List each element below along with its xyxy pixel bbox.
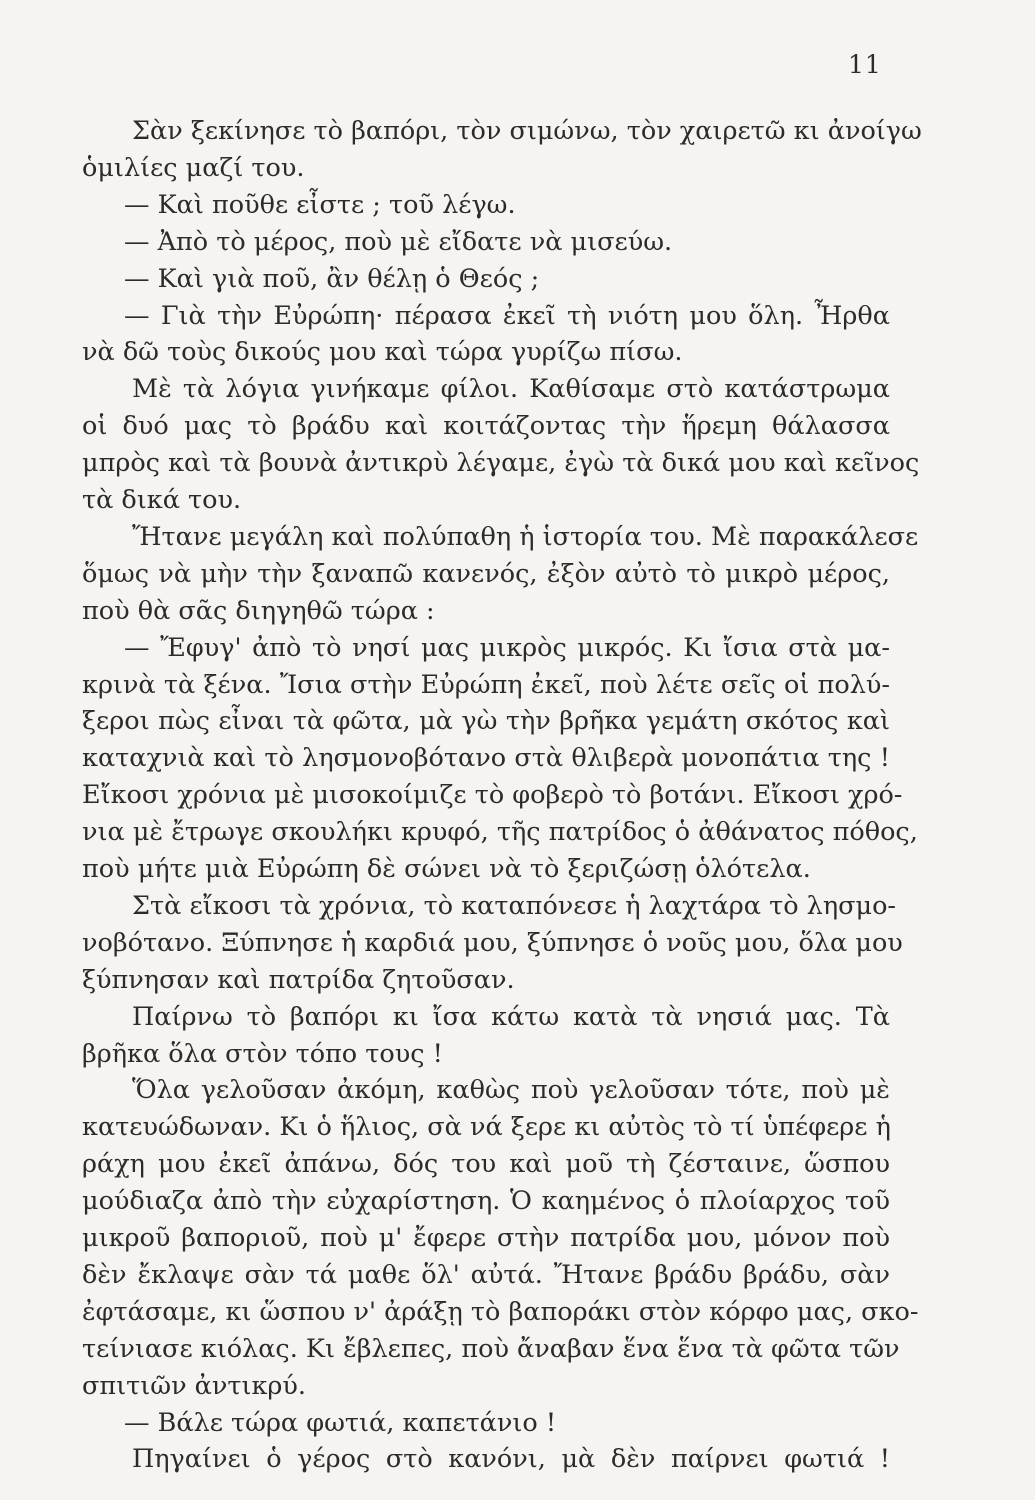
text-line: Στὰ εἴκοσι τὰ χρόνια, τὸ καταπόνεσε ἡ λαχτάρα τὸ λησμο- (132, 890, 897, 921)
text-line: σπιτιῶν ἀντικρύ. (82, 1370, 307, 1401)
text-line: ὁμιλίες μαζί του. (82, 152, 305, 183)
text-line: — Ἀπὸ τὸ μέρος, ποὺ μὲ εἴδατε νὰ μισεύω. (124, 226, 673, 257)
text-line: Σὰν ξεκίνησε τὸ βαπόρι, τὸν σιμώνω, τὸν χαιρετῶ κι ἀνοίγω (132, 116, 922, 146)
text-line: — Βάλε τώρα φωτιά, καπετάνιο ! (124, 1407, 557, 1438)
text-line: κατευώδωναν. Κι ὁ ἥλιος, σὰ νά ξερε κι αὐτὸς τὸ τί ὑπέφερε ἡ (82, 1112, 891, 1143)
text-line: Εἴκοσι χρόνια μὲ μισοκοίμιζε τὸ φοβερὸ τὸ βοτάνι. Εἴκοσι χρό- (82, 780, 903, 811)
text-line: ράχη μου ἐκεῖ ἀπάνω, δός του καὶ μοῦ τὴ ζέσταινε, ὥσπου (82, 1149, 890, 1180)
text-line: νοβότανο. Ξύπνησε ἡ καρδιά μου, ξύπνησε ὁ νοῦς μου, ὅλα μου (82, 927, 903, 958)
text-line: τείνιασε κιόλας. Κι ἔβλεπες, ποὺ ἄναβαν ἕνα ἕνα τὰ φῶτα τῶν (82, 1333, 900, 1364)
text-line: Ὅλα γελοῦσαν ἀκόμη, καθὼς ποὺ γελοῦσαν τότε, ποὺ μὲ (132, 1075, 890, 1106)
text-line: μπρὸς καὶ τὰ βουνὰ ἀντικρὺ λέγαμε, ἐγὼ τὰ δικά μου καὶ κεῖνος (82, 448, 920, 479)
text-line: — Γιὰ τὴν Εὐρώπη· πέρασα ἐκεῖ τὴ νιότη μου ὅλη. Ἦρθα (124, 300, 890, 331)
text-line: μικροῦ βαποριοῦ, ποὺ μ' ἔφερε στὴν πατρίδα μου, μόνον ποὺ (82, 1223, 890, 1253)
text-line: βρῆκα ὅλα στὸν τόπο τους ! (82, 1038, 443, 1069)
text-line: οἱ δυό μας τὸ βράδυ καὶ κοιτάζοντας τὴν ἥρεμη θάλασσα (82, 411, 890, 442)
text-line: δὲν ἔκλαψε σὰν τά μαθε ὅλ' αὐτά. Ἤτανε βράδυ βράδυ, σὰν (82, 1259, 890, 1290)
text-line: ὅμως νὰ μὴν τὴν ξαναπῶ κανενός, ἐξὸν αὐτὸ τὸ μικρὸ μέρος, (82, 558, 890, 589)
text-line: — Καὶ ποῦθε εἶστε ; τοῦ λέγω. (124, 189, 516, 220)
text-line: ἐφτάσαμε, κι ὥσπου ν' ἀράξῃ τὸ βαποράκι στὸν κόρφο μας, σκο- (82, 1296, 919, 1327)
page-number: 11 (848, 50, 882, 79)
text-line: τὰ δικά του. (82, 485, 242, 515)
text-line: Μὲ τὰ λόγια γινήκαμε φίλοι. Καθίσαμε στὸ κατάστρωμα (132, 374, 890, 405)
text-line: μούδιαζα ἀπὸ τὴν εὐχαρίστηση. Ὁ καημένος ὁ πλοίαρχος τοῦ (82, 1186, 890, 1217)
text-line: — Καὶ γιὰ ποῦ, ἂν θέλῃ ὁ Θεός ; (124, 263, 540, 294)
text-line: ξεροι πὼς εἶναι τὰ φῶτα, μὰ γὼ τὴν βρῆκα γεμάτη σκότος καὶ (82, 706, 890, 737)
text-line: κρινὰ τὰ ξένα. Ἴσια στὴν Εὐρώπη ἐκεῖ, ποὺ λέτε σεῖς οἱ πολύ- (82, 669, 890, 700)
text-line: — Ἔφυγ' ἀπὸ τὸ νησί μας μικρὸς μικρός. Κι ἴσια στὰ μα- (124, 632, 890, 663)
text-line: νια μὲ ἔτρωγε σκουλήκι κρυφό, τῆς πατρίδος ὁ ἀθάνατος πόθος, (82, 817, 918, 848)
text-line: νὰ δῶ τοὺς δικούς μου καὶ τώρα γυρίζω πίσω. (82, 337, 683, 368)
text-line: Παίρνω τὸ βαπόρι κι ἴσα κάτω κατὰ τὰ νησιά μας. Τὰ (132, 1001, 890, 1032)
text-line: Ἤτανε μεγάλη καὶ πολύπαθη ἡ ἱστορία του. Μὲ παρακάλεσε (132, 521, 919, 552)
text-line: ποὺ μήτε μιὰ Εὐρώπη δὲ σώνει νὰ τὸ ξεριζώσῃ ὁλότελα. (82, 854, 811, 884)
text-line: καταχνιὰ καὶ τὸ λησμονοβότανο στὰ θλιβερὰ μονοπάτια της ! (82, 743, 890, 774)
text-line: Πηγαίνει ὁ γέρος στὸ κανόνι, μὰ δὲν παίρνει φωτιά ! (132, 1444, 890, 1475)
text-line: ποὺ θὰ σᾶς διηγηθῶ τώρα : (82, 595, 435, 626)
text-line: ξύπνησαν καὶ πατρίδα ζητοῦσαν. (82, 964, 515, 995)
